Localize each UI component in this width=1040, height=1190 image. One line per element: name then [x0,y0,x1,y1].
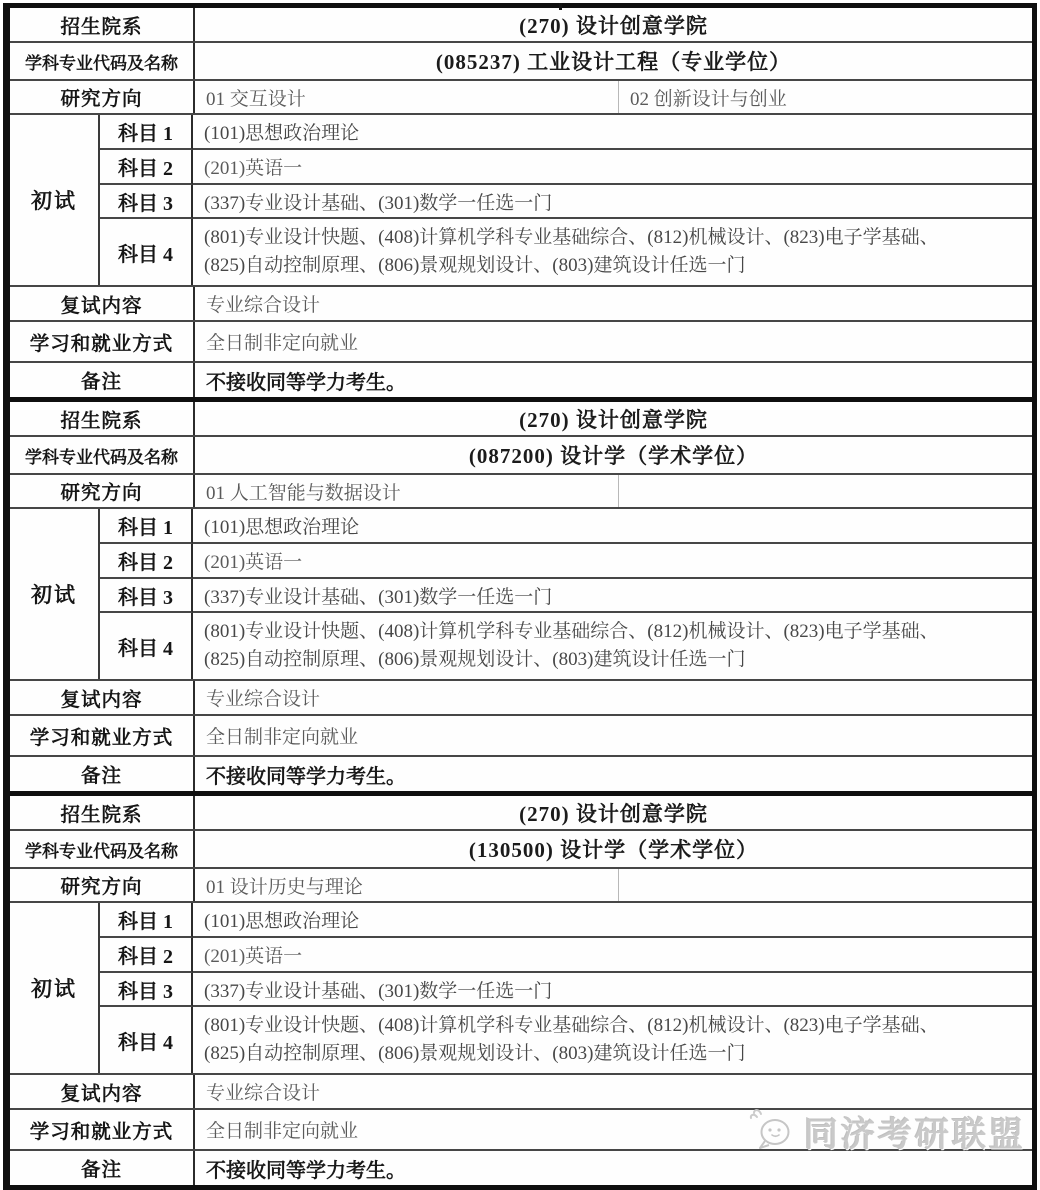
subject-4-value [193,1007,1032,1073]
remark-label: 备注 [10,363,195,397]
major-value: (130500) 设计学（学术学位） [468,838,759,862]
table-row [10,1151,1032,1185]
subject-1-value: (101)思想政治理论 [193,903,1032,938]
subject-2-label: 科目 2 [100,938,193,973]
subject-4-line-1: (801)专业设计快题、(408)计算机学科专业基础综合、(812)机械设计、(823)电子学基础、 [204,1015,939,1036]
subject-3-label: 科目 3 [100,185,193,219]
subject-4-line-2: (825)自动控制原理、(806)景观规划设计、(803)建筑设计任选一门 [204,1043,746,1064]
subject-2-label: 科目 2 [100,150,193,185]
research-direction-1: 01 设计历史与理论 [195,869,619,901]
admission-block-1 [10,8,1032,397]
subject-2-label: 科目 2 [100,544,193,579]
department-label: 招生院系 [10,796,195,829]
initial-exam-label: 初试 [10,509,100,679]
subject-1-value: (101)思想政治理论 [193,509,1032,544]
table-row [10,869,1032,903]
subject-4-label: 科目 4 [100,613,193,679]
subject-3-label: 科目 3 [100,579,193,613]
research-direction-2 [619,475,1032,507]
table-row [10,475,1032,509]
table-row [10,1110,1032,1151]
study-mode-value: 全日制非定向就业 [206,727,359,748]
major-value: (087200) 设计学（学术学位） [468,444,759,468]
watermark-text: 同济考研联盟 [804,1116,1026,1154]
remark-value: 不接收同等学力考生。 [206,371,406,394]
department-label: 招生院系 [10,8,195,41]
subject-3-value: (337)专业设计基础、(301)数学一任选一门 [193,579,1032,613]
remark-value: 不接收同等学力考生。 [206,765,406,788]
research-label: 研究方向 [10,81,195,113]
study-mode-value: 全日制非定向就业 [206,333,359,354]
research-directions [195,475,1032,507]
retest-label: 复试内容 [10,681,195,714]
initial-exam-section [10,903,1032,1075]
initial-exam-section [10,115,1032,287]
table-row [10,437,1032,475]
subject-3-value: (337)专业设计基础、(301)数学一任选一门 [193,973,1032,1007]
subject-2-value: (201)英语一 [193,938,1032,973]
admissions-table-page [3,3,1037,1190]
remark-label: 备注 [10,1151,195,1185]
study-mode-label: 学习和就业方式 [10,1110,195,1149]
table-grid-artifact [559,3,562,10]
research-directions [195,81,1032,113]
major-code-label: 学科专业代码及名称 [10,437,195,473]
initial-exam-label: 初试 [10,903,100,1073]
admission-block-2 [10,397,1032,791]
table-row [10,81,1032,115]
subject-1-label: 科目 1 [100,903,193,938]
table-row [10,716,1032,757]
subject-3-label: 科目 3 [100,973,193,1007]
initial-exam-label: 初试 [10,115,100,285]
retest-value: 专业综合设计 [206,295,321,316]
subject-4-line-1: (801)专业设计快题、(408)计算机学科专业基础综合、(812)机械设计、(823)电子学基础、 [204,227,939,248]
subject-4-value [193,219,1032,285]
table-row [10,402,1032,437]
retest-value: 专业综合设计 [206,689,321,710]
department-label: 招生院系 [10,402,195,435]
table-row [10,8,1032,43]
subject-4-value [193,613,1032,679]
major-code-label: 学科专业代码及名称 [10,43,195,79]
study-mode-label: 学习和就业方式 [10,322,195,361]
table-row [10,831,1032,869]
research-direction-1: 01 交互设计 [195,81,619,113]
subject-1-label: 科目 1 [100,509,193,544]
major-code-label: 学科专业代码及名称 [10,831,195,867]
study-mode-value: 全日制非定向就业 [206,1121,359,1142]
research-directions [195,869,1032,901]
subject-1-value: (101)思想政治理论 [193,115,1032,150]
department-value: (270) 设计创意学院 [519,13,708,38]
table-row [10,757,1032,791]
initial-exam-section [10,509,1032,681]
subject-4-line-1: (801)专业设计快题、(408)计算机学科专业基础综合、(812)机械设计、(823)电子学基础、 [204,621,939,642]
retest-label: 复试内容 [10,287,195,320]
research-direction-1: 01 人工智能与数据设计 [195,475,619,507]
table-row [10,1075,1032,1110]
research-label: 研究方向 [10,869,195,901]
table-row [10,322,1032,363]
remark-label: 备注 [10,757,195,791]
subject-4-label: 科目 4 [100,1007,193,1073]
subject-2-value: (201)英语一 [193,150,1032,185]
table-row [10,681,1032,716]
table-row [10,287,1032,322]
admission-block-3 [10,791,1032,1185]
table-row [10,363,1032,397]
department-value: (270) 设计创意学院 [519,801,708,826]
subject-2-value: (201)英语一 [193,544,1032,579]
department-value: (270) 设计创意学院 [519,407,708,432]
remark-value: 不接收同等学力考生。 [206,1159,406,1182]
subject-4-label: 科目 4 [100,219,193,285]
retest-value: 专业综合设计 [206,1083,321,1104]
research-direction-2 [619,869,1032,901]
major-value: (085237) 工业设计工程（专业学位） [435,50,792,74]
table-row [10,43,1032,81]
retest-label: 复试内容 [10,1075,195,1108]
table-row [10,796,1032,831]
subject-4-line-2: (825)自动控制原理、(806)景观规划设计、(803)建筑设计任选一门 [204,649,746,670]
subject-4-line-2: (825)自动控制原理、(806)景观规划设计、(803)建筑设计任选一门 [204,255,746,276]
research-label: 研究方向 [10,475,195,507]
research-direction-2: 02 创新设计与创业 [630,88,787,110]
subject-3-value: (337)专业设计基础、(301)数学一任选一门 [193,185,1032,219]
subject-1-label: 科目 1 [100,115,193,150]
study-mode-label: 学习和就业方式 [10,716,195,755]
